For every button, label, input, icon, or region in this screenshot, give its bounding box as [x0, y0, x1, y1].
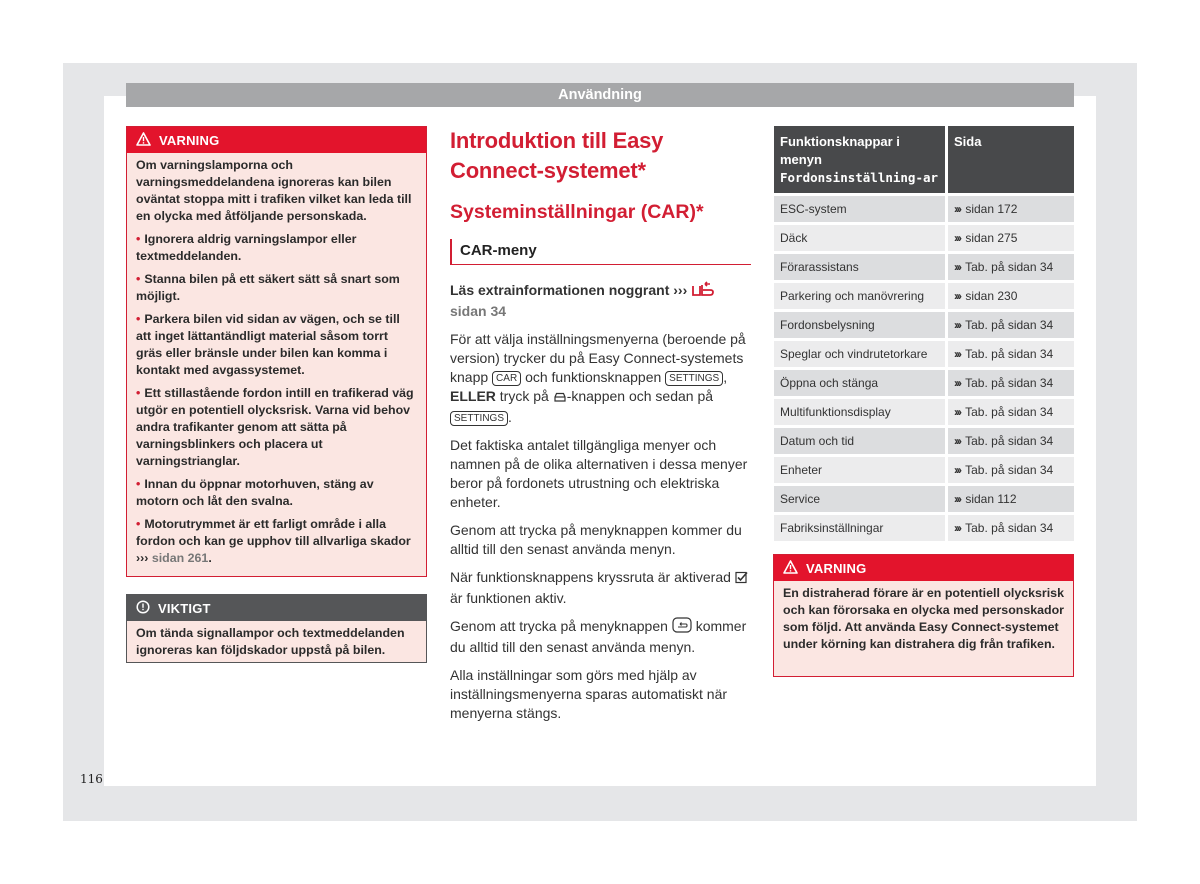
page-title: Introduktion till Easy Connect-systemet*: [450, 128, 664, 183]
settings-key-icon: SETTINGS: [665, 371, 723, 386]
page-reference-link[interactable]: Tab. på sidan 34: [965, 260, 1054, 274]
page-reference-cell[interactable]: [948, 399, 1074, 425]
page-reference-link[interactable]: Tab. på sidan 34: [965, 521, 1054, 535]
table-row: [774, 399, 1074, 425]
function-buttons-table: [774, 126, 1074, 541]
page-reference-link[interactable]: sidan 34: [450, 303, 507, 319]
notice-body: Om tända signallampor och textmeddelanden ignoreras kan följdskador uppstå på bilen.: [136, 626, 405, 657]
table-row: [774, 486, 1074, 512]
table-row: [774, 283, 1074, 309]
table-row: [774, 428, 1074, 454]
warning-bullet: • Parkera bilen vid sidan av vägen, och se till att inget lättantändligt material såsom torrt gräs eller bränsle under bilen kan komma i kontakt med avgassystemet.: [136, 312, 400, 377]
book-reference-icon: [691, 281, 715, 302]
page-reference-cell[interactable]: [948, 370, 1074, 396]
table-row: [774, 225, 1074, 251]
page-reference-cell[interactable]: [948, 196, 1074, 222]
section-title: Systeminställningar (CAR)*: [450, 201, 704, 223]
bullet-icon: •: [136, 232, 141, 246]
bullet-icon: •: [136, 517, 141, 531]
page-reference-cell[interactable]: [948, 341, 1074, 367]
function-name-cell: Fordonsbelysning: [774, 312, 945, 338]
page-reference-link[interactable]: sidan 261: [151, 551, 209, 565]
paragraph: När funktionsknappens kryssruta är aktiverad är funktionen aktiv.: [450, 568, 751, 608]
page-reference-link[interactable]: Tab. på sidan 34: [965, 463, 1054, 477]
function-name-cell: Multifunktionsdisplay: [774, 399, 945, 425]
warning-box-header: [127, 127, 426, 153]
function-name-cell: Datum och tid: [774, 428, 945, 454]
bullet-icon: •: [136, 312, 141, 326]
ref-chevron-icon: ›››: [954, 376, 960, 390]
function-name-cell: Parkering och manövrering: [774, 283, 945, 309]
table-row: [774, 457, 1074, 483]
warning-bullet: • Stanna bilen på ett säkert sätt så snart som möjligt.: [136, 272, 400, 303]
page-reference-link[interactable]: Tab. på sidan 34: [965, 347, 1054, 361]
warning-box: [126, 126, 427, 577]
read-more-line: Läs extrainformationen noggrant ››› sidan 34: [450, 281, 751, 321]
ref-chevron-icon: ›››: [954, 318, 960, 332]
notice-box-header: [127, 595, 426, 621]
table-header-row: [774, 126, 1074, 193]
function-name-cell: Fabriksinställningar: [774, 515, 945, 541]
table-row: [774, 196, 1074, 222]
page-reference-cell[interactable]: [948, 225, 1074, 251]
page-reference-link[interactable]: Tab. på sidan 34: [965, 318, 1054, 332]
ref-chevron-icon: ›››: [136, 551, 149, 565]
main-column: [450, 126, 751, 723]
warning-box: [773, 554, 1074, 677]
warning-bullet: • Motorutrymmet är ett farligt område i alla fordon och kan ge upphov till allvarliga skador ››› sidan 261.: [136, 517, 411, 565]
car-menu-icon: [553, 389, 567, 408]
ref-chevron-icon: ›››: [954, 492, 960, 506]
warning-bullet: • Innan du öppnar motorhuven, stäng av motorn och låt den svalna.: [136, 477, 374, 508]
table-header-function: Funktionsknappar i menyn Fordonsinställning-ar: [774, 126, 945, 193]
function-name-cell: Enheter: [774, 457, 945, 483]
paragraph: Genom att trycka på menyknappen kommer du alltid till den senast använda menyn.: [450, 618, 747, 655]
function-name-cell: Speglar och vindrutetorkare: [774, 341, 945, 367]
page-reference-link[interactable]: sidan 172: [965, 202, 1018, 216]
warning-body: En distraherad förare är en potentiell olycksrisk och kan förorsaka en olycka med personskador som följd. Att använda Easy Connect-systemet under körning kan distrahera dig från trafiken.: [783, 586, 1064, 651]
ref-chevron-icon: ›››: [954, 434, 960, 448]
table-body: [774, 196, 1074, 541]
chapter-header: Användning: [126, 83, 1074, 107]
function-name-cell: Öppna och stänga: [774, 370, 945, 396]
warning-bullet: • Ignorera aldrig varningslampor eller textmeddelanden.: [136, 232, 357, 263]
warning-intro: Om varningslamporna och varningsmeddelandena ignoreras kan bilen oväntat stoppa mitt i trafiken vilket kan leda till en olycka med åtföljande personskada.: [136, 158, 412, 223]
exclamation-circle-icon: [136, 600, 150, 617]
notice-title: VIKTIGT: [158, 600, 211, 616]
paragraph: Alla inställningar som görs med hjälp av inställningsmenyerna sparas automatiskt när menyerna stängs.: [450, 667, 728, 721]
warning-title: VARNING: [806, 560, 867, 576]
back-key-icon: [672, 617, 692, 638]
ref-chevron-icon: ›››: [954, 405, 960, 419]
ref-chevron-icon: ›››: [954, 347, 960, 361]
ref-chevron-icon: ›››: [673, 282, 688, 298]
table-header-page: Sida: [948, 126, 1074, 193]
function-name-cell: Förarassistans: [774, 254, 945, 280]
warning-title: VARNING: [159, 132, 220, 148]
warning-triangle-icon: [136, 132, 151, 149]
ref-chevron-icon: ›››: [954, 260, 960, 274]
function-name-cell: ESC-system: [774, 196, 945, 222]
checkbox-checked-icon: [735, 570, 748, 589]
function-name-cell: Däck: [774, 225, 945, 251]
ref-chevron-icon: ›››: [954, 463, 960, 477]
paragraph: För att välja inställningsmenyerna (beroende på version) trycker du på Easy Connect-systemets knapp CAR och funktionsknappen SETTINGS , ELLER tryck på -knappen och sedan på SETTINGS .: [450, 331, 746, 425]
page-reference-link[interactable]: Tab. på sidan 34: [965, 376, 1054, 390]
ref-chevron-icon: ›››: [954, 202, 960, 216]
page-reference-cell[interactable]: [948, 515, 1074, 541]
page-reference-link[interactable]: Tab. på sidan 34: [965, 434, 1054, 448]
warning-bullet: • Ett stillastående fordon intill en trafikerad väg utgör en potentiell olycksrisk. Varna vid behov andra trafikanter genom att sätta på varningsblinkers och placera ut varningstrianglar.: [136, 386, 414, 468]
bullet-icon: •: [136, 386, 141, 400]
paragraph: Det faktiska antalet tillgängliga menyer och namnen på de olika alternativen i dessa menyer beror på fordonets utrustning och elektriska enheter.: [450, 437, 748, 510]
subsection-title: CAR-meny: [450, 239, 751, 265]
ref-chevron-icon: ›››: [954, 521, 960, 535]
page-reference-cell[interactable]: [948, 428, 1074, 454]
warning-box-header: [774, 555, 1073, 581]
page-reference-cell[interactable]: [948, 486, 1074, 512]
page-reference-link[interactable]: Tab. på sidan 34: [965, 405, 1054, 419]
warning-body: [127, 153, 426, 575]
table-row: [774, 312, 1074, 338]
warning-triangle-icon: [783, 560, 798, 577]
page-reference-link[interactable]: sidan 112: [965, 492, 1017, 506]
paragraph: Genom att trycka på menyknappen kommer du alltid till den senast använda menyn.: [450, 522, 742, 557]
ref-chevron-icon: ›››: [954, 289, 960, 303]
page-reference-cell[interactable]: [948, 312, 1074, 338]
function-name-cell: Service: [774, 486, 945, 512]
page-reference-cell[interactable]: [948, 283, 1074, 309]
settings-key-icon: SETTINGS: [450, 411, 508, 426]
page-number: 116: [80, 772, 103, 786]
table-row: [774, 341, 1074, 367]
page-reference-link[interactable]: sidan 275: [965, 231, 1018, 245]
page-reference-link[interactable]: sidan 230: [965, 289, 1018, 303]
ref-chevron-icon: ›››: [954, 231, 960, 245]
bullet-icon: •: [136, 272, 141, 286]
page-reference-cell[interactable]: [948, 457, 1074, 483]
bullet-icon: •: [136, 477, 141, 491]
table-row: [774, 515, 1074, 541]
car-key-icon: CAR: [492, 371, 521, 386]
page-reference-cell[interactable]: [948, 254, 1074, 280]
notice-box: [126, 594, 427, 663]
table-row: [774, 370, 1074, 396]
table-row: [774, 254, 1074, 280]
